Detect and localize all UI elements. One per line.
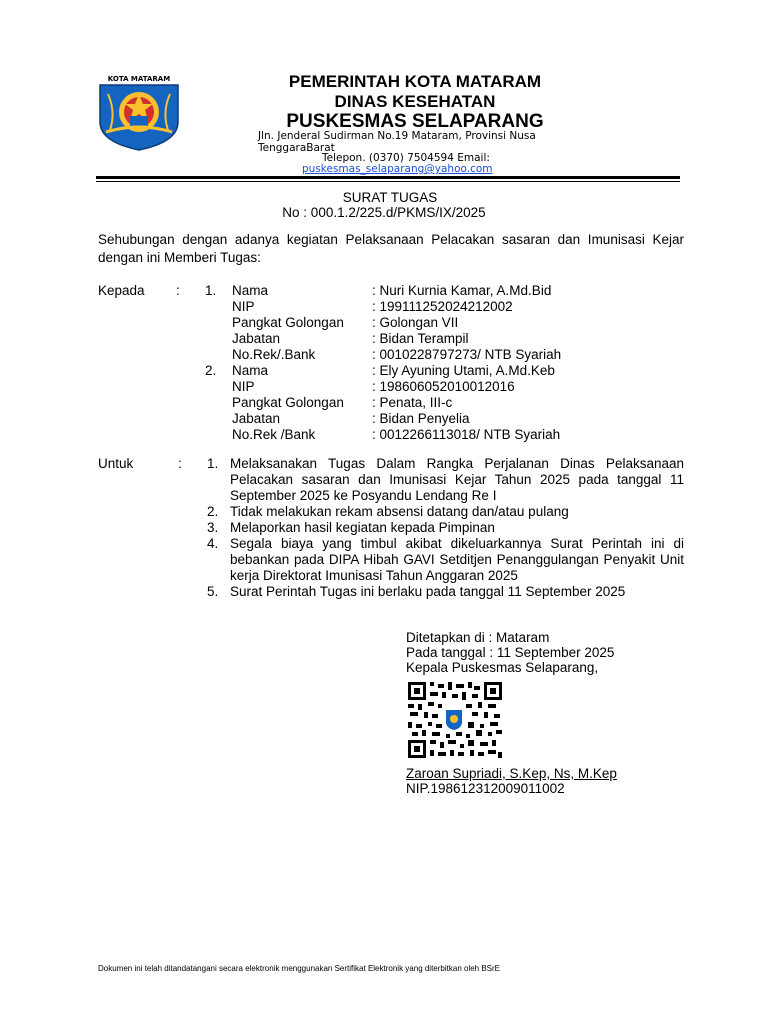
field-label: Pangkat Golongan xyxy=(232,395,344,410)
task-item: Melaksanakan Tugas Dalam Rangka Perjalanan Dinas Pelaksanaan Pelacakan sasaran dan Imunisasi Kejar Tahun 2025 pada tanggal 11 September 2025 ke Posyandu Lendang Re I xyxy=(230,456,684,503)
field-value: : Penata, III-c xyxy=(372,395,453,410)
field-value: : Bidan Terampil xyxy=(372,331,469,346)
footer-note: Dokumen ini telah ditandatangani secara elektronik menggunakan Sertifikat Elektronik yang diterbitkan oleh BSrE xyxy=(98,964,501,973)
task-item: Segala biaya yang timbul akibat dikeluarkannya Surat Perintah ini di bebankan pada DIPA Hibah GAVI Setditjen Penanggulangan Penyakit Unit kerja Direktorat Imunisasi Tahun Anggaran 2025 xyxy=(230,536,684,583)
header-government: PEMERINTAH KOTA MATARAM xyxy=(288,72,542,91)
field-value: : 199111252024212002 xyxy=(372,299,513,314)
field-value: : 198606052010012016 xyxy=(372,379,515,394)
qr-code-signature xyxy=(408,682,502,758)
person-2-fields xyxy=(232,363,344,443)
signature-place: Ditetapkan di : Mataram xyxy=(406,630,550,645)
field-value: : Ely Ayuning Utami, A.Md.Keb xyxy=(372,363,555,378)
kepada-label: Kepada xyxy=(98,283,145,298)
person-number: 2. xyxy=(205,363,217,378)
field-label: Nama xyxy=(232,363,269,378)
signature-date: Pada tanggal : 11 September 2025 xyxy=(406,645,615,660)
field-value: : Golongan VII xyxy=(372,315,459,330)
field-value: : 0010228797273/ NTB Syariah xyxy=(372,347,562,362)
field-value: : Nuri Kurnia Kamar, A.Md.Bid xyxy=(372,283,552,298)
field-label: NIP xyxy=(232,299,255,314)
field-value: : 0012266113018/ NTB Syariah xyxy=(372,427,561,442)
logo-text: KOTA MATARAM xyxy=(107,75,171,83)
signatory-nip: NIP.198612312009011002 xyxy=(406,781,565,796)
letter-number: No : 000.1.2/225.d/PKMS/IX/2025 xyxy=(282,205,486,220)
header-divider xyxy=(96,176,680,179)
header-telephone: Telepon. (0370) 7504594 Email: xyxy=(322,152,490,164)
person-number: 1. xyxy=(205,283,217,298)
field-label: No.Rek /Bank xyxy=(232,427,316,442)
field-label: Jabatan xyxy=(232,331,281,346)
field-label: Nama xyxy=(232,283,269,298)
task-item: Melaporkan hasil kegiatan kepada Pimpinan xyxy=(230,520,495,535)
untuk-label: Untuk xyxy=(98,456,134,471)
task-number: 4. xyxy=(207,536,219,551)
signatory-name: Zaroan Supriadi, S.Kep, Ns, M.Kep xyxy=(406,766,617,781)
task-number: 5. xyxy=(207,584,219,599)
field-label: Jabatan xyxy=(232,411,281,426)
header-address: Jln. Jenderal Sudirman No.19 Mataram, Provinsi Nusa TenggaraBarat xyxy=(258,130,536,154)
header-department: DINAS KESEHATAN xyxy=(334,92,496,111)
task-number: 2. xyxy=(207,504,219,519)
task-item: Surat Perintah Tugas ini berlaku pada tanggal 11 September 2025 xyxy=(230,584,626,599)
header-puskesmas: PUSKESMAS SELAPARANG xyxy=(286,111,544,132)
person-1-values xyxy=(372,283,561,363)
field-label: No.Rek/.Bank xyxy=(232,347,316,362)
task-number: 3. xyxy=(207,520,219,535)
mataram-city-logo xyxy=(96,72,182,152)
task-item: Tidak melakukan rekam absensi datang dan/atau pulang xyxy=(230,504,569,519)
header-divider-thin xyxy=(96,181,680,182)
letter-intro: Sehubungan dengan adanya kegiatan Pelaksanaan Pelacakan sasaran dan Imunisasi Kejar dengan ini Memberi Tugas: xyxy=(98,232,684,265)
field-label: NIP xyxy=(232,379,255,394)
signature-position: Kepala Puskesmas Selaparang, xyxy=(406,660,599,675)
letter-title: SURAT TUGAS xyxy=(342,190,438,205)
header-email-link[interactable]: puskesmas_selaparang@yahoo.com xyxy=(302,163,493,175)
kepada-colon: : xyxy=(176,283,180,298)
field-label: Pangkat Golongan xyxy=(232,315,344,330)
task-number: 1. xyxy=(207,456,219,471)
field-value: : Bidan Penyelia xyxy=(372,411,470,426)
person-1-fields xyxy=(232,283,344,363)
untuk-colon: : xyxy=(178,456,182,471)
person-2-values xyxy=(372,363,560,443)
